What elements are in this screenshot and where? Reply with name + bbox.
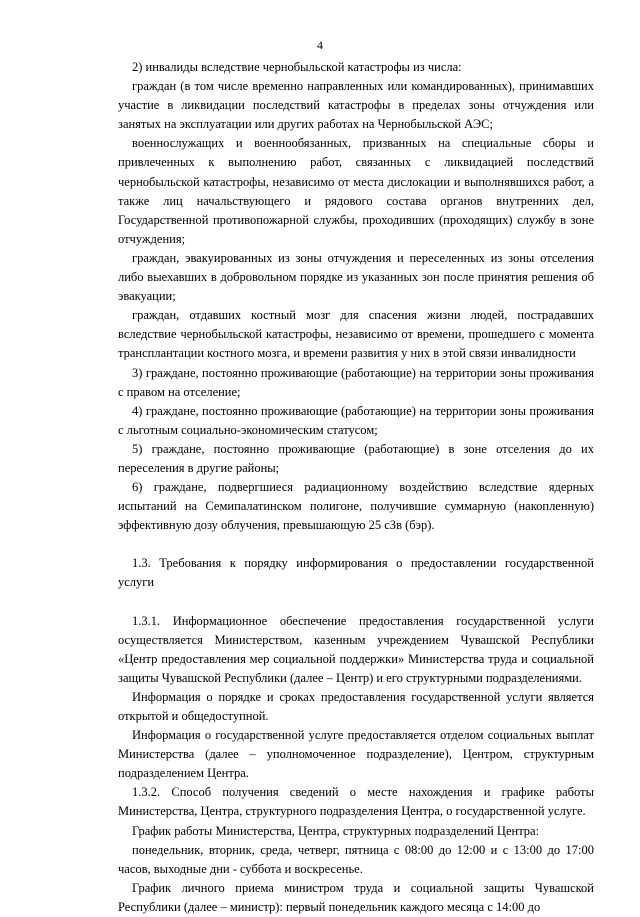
paragraph-semipalatinsk: 6) граждане, подвергшиеся радиационному воздействию вследствие ядерных испытаний на Семипалатинском полигоне, получившие суммарную (накопленную) эффективную дозу облучения, превышающую 25 сЗв (бэр). <box>118 480 594 533</box>
paragraph-liquidation-participants: граждан (в том числе временно направленных или командированных), принимавших участие в ликвидации последствий катастрофы в пределах зоны отчуждения или занятых на эксплуатации или других работах на Чернобыльской АЭС; <box>118 79 594 132</box>
paragraph-1-3-1: 1.3.1. Информационное обеспечение предоставления государственной услуги осуществляется Министерством, казенным учреждением Чувашской Республики «Центр предоставления мер социальной поддержки» Министерства труда и социальной защиты Чувашской Республики (далее – Центр) и его структурными подразделениями. <box>118 613 594 685</box>
section-heading-1-3: 1.3. Требования к порядку информирования о предоставлении государственной услуги <box>118 556 594 590</box>
paragraph-minister-reception: График личного приема министром труда и социальной защиты Чувашской Республики (далее – министр): первый понедельник каждого месяца с 14:00 до <box>118 880 594 914</box>
paragraph-resettlement-zone: 3) граждане, постоянно проживающие (работающие) на территории зоны проживания с правом на отселение; <box>118 365 594 399</box>
paragraph-info-provided: Информация о государственной услуге предоставляется отделом социальных выплат Министерства (далее – уполномоченное подразделение), Центром, структурным подразделением Центра. <box>118 728 594 781</box>
paragraph-evacuated-citizens: граждан, эвакуированных из зоны отчуждения и переселенных из зоны отселения либо выехавших в добровольном порядке из указанных зон после принятия решения об эвакуации; <box>118 250 594 304</box>
paragraph-preferential-status-zone: 4) граждане, постоянно проживающие (работающие) на территории зоны проживания с льготным социально-экономическим статусом; <box>118 403 594 437</box>
paragraph-evacuation-zone: 5) граждане, постоянно проживающие (работающие) в зоне отселения до их переселения в другие районы; <box>118 441 594 475</box>
paragraph-military-personnel: военнослужащих и военнообязанных, призванных на специальные сборы и привлеченных к выполнению работ, связанных с ликвидацией последствий чернобыльской катастрофы, независимо от места дислокации и выполнявшихся работ, а также лиц начальствующего и рядового состава органов внутренних дел, Государственной противопожарной службы, проходивших (проходящих) службу в зоне отчуждения; <box>118 136 594 246</box>
page-number: 4 <box>317 38 323 52</box>
paragraph-schedule-heading: График работы Министерства, Центра, структурных подразделений Центра: <box>132 823 540 838</box>
document-body <box>118 58 594 917</box>
paragraph-bone-marrow-donors: граждан, отдавших костный мозг для спасения жизни людей, пострадавших вследствие чернобыльской катастрофы, независимо от времени, прошедшего с момента трансплантации костного мозга, и времени развития у них в этой связи инвалидности <box>118 308 594 361</box>
paragraph-disabled-chernobyl: 2) инвалиды вследствие чернобыльской катастрофы из числа: <box>132 60 462 74</box>
paragraph-info-open: Информация о порядке и сроках предоставления государственной услуги является открытой и общедоступной. <box>118 689 594 723</box>
paragraph-schedule-hours: понедельник, вторник, среда, четверг, пятница с 08:00 до 12:00 и с 13:00 до 17:00 часов, выходные дни - суббота и воскресенье. <box>118 842 594 876</box>
paragraph-1-3-2: 1.3.2. Способ получения сведений о месте нахождения и графике работы Министерства, Центра, структурного подразделения Центра, о государственной услуге. <box>118 785 594 819</box>
